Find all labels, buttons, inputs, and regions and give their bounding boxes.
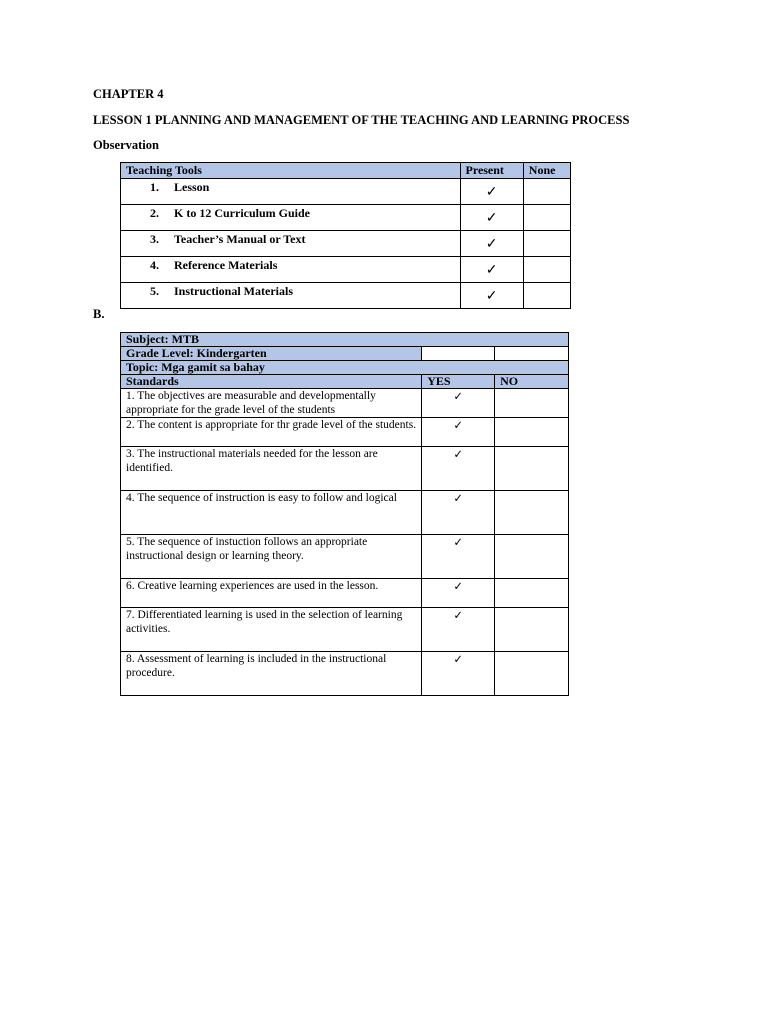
yes-check-icon: ✓ bbox=[422, 579, 495, 608]
present-check-icon: ✓ bbox=[460, 205, 523, 231]
header-none: None bbox=[523, 163, 570, 179]
table-row bbox=[121, 579, 569, 608]
standard-text: 7. Differentiated learning is used in the selection of learning activities. bbox=[121, 608, 422, 652]
standard-text: 5. The sequence of instuction follows an appropriate instructional design or learning theory. bbox=[121, 535, 422, 579]
subject-cell: Subject: MTB bbox=[121, 333, 569, 347]
table-row bbox=[121, 179, 571, 205]
none-cell bbox=[523, 257, 570, 283]
tool-name: Lesson bbox=[174, 180, 210, 194]
none-cell bbox=[523, 179, 570, 205]
no-cell bbox=[495, 535, 569, 579]
none-cell bbox=[523, 205, 570, 231]
grade-level-row bbox=[121, 347, 569, 361]
table-row bbox=[121, 205, 571, 231]
empty-cell bbox=[422, 347, 495, 361]
empty-cell bbox=[495, 347, 569, 361]
tool-name: Reference Materials bbox=[174, 258, 278, 272]
tool-cell bbox=[121, 179, 461, 205]
no-cell bbox=[495, 389, 569, 418]
yes-check-icon: ✓ bbox=[422, 535, 495, 579]
tool-number: 1. bbox=[150, 180, 159, 194]
topic-row bbox=[121, 361, 569, 375]
table-row bbox=[121, 389, 569, 418]
no-cell bbox=[495, 652, 569, 696]
table-row bbox=[121, 231, 571, 257]
tool-name: Instructional Materials bbox=[174, 284, 293, 298]
teaching-tools-header-row bbox=[121, 163, 571, 179]
observation-label: Observation bbox=[93, 138, 159, 152]
present-check-icon: ✓ bbox=[460, 257, 523, 283]
tool-name: Teacher’s Manual or Text bbox=[174, 232, 306, 246]
table-row bbox=[121, 491, 569, 535]
standards-header-row bbox=[121, 375, 569, 389]
standard-text: 6. Creative learning experiences are used in the lesson. bbox=[121, 579, 422, 608]
no-cell bbox=[495, 447, 569, 491]
table-row bbox=[121, 447, 569, 491]
standard-text: 2. The content is appropriate for thr grade level of the students. bbox=[121, 418, 422, 447]
tool-number: 5. bbox=[150, 284, 159, 298]
table-row bbox=[121, 652, 569, 696]
tool-cell bbox=[121, 283, 461, 309]
tool-cell bbox=[121, 205, 461, 231]
standard-text: 4. The sequence of instruction is easy to follow and logical bbox=[121, 491, 422, 535]
yes-check-icon: ✓ bbox=[422, 389, 495, 418]
tool-number: 3. bbox=[150, 232, 159, 246]
no-cell bbox=[495, 579, 569, 608]
no-cell bbox=[495, 418, 569, 447]
subject-row bbox=[121, 333, 569, 347]
table-row bbox=[121, 418, 569, 447]
header-no: NO bbox=[495, 375, 569, 389]
present-check-icon: ✓ bbox=[460, 231, 523, 257]
grade-level-cell: Grade Level: Kindergarten bbox=[121, 347, 422, 361]
teaching-tools-table bbox=[120, 162, 571, 309]
present-check-icon: ✓ bbox=[460, 179, 523, 205]
none-cell bbox=[523, 231, 570, 257]
yes-check-icon: ✓ bbox=[422, 652, 495, 696]
no-cell bbox=[495, 608, 569, 652]
tool-cell bbox=[121, 231, 461, 257]
header-standards: Standards bbox=[121, 375, 422, 389]
tool-name: K to 12 Curriculum Guide bbox=[174, 206, 311, 220]
chapter-heading: CHAPTER 4 bbox=[93, 87, 164, 101]
none-cell bbox=[523, 283, 570, 309]
lesson-title: LESSON 1 PLANNING AND MANAGEMENT OF THE TEACHING AND LEARNING PROCESS bbox=[93, 113, 630, 127]
yes-check-icon: ✓ bbox=[422, 491, 495, 535]
yes-check-icon: ✓ bbox=[422, 608, 495, 652]
present-check-icon: ✓ bbox=[460, 283, 523, 309]
standard-text: 1. The objectives are measurable and developmentally appropriate for the grade level of the students bbox=[121, 389, 422, 418]
header-teaching-tools: Teaching Tools bbox=[121, 163, 461, 179]
tool-number: 4. bbox=[150, 258, 159, 272]
standard-text: 3. The instructional materials needed for the lesson are identified. bbox=[121, 447, 422, 491]
tool-number: 2. bbox=[150, 206, 159, 220]
yes-check-icon: ✓ bbox=[422, 447, 495, 491]
table-row bbox=[121, 535, 569, 579]
table-row bbox=[121, 283, 571, 309]
tool-cell bbox=[121, 257, 461, 283]
header-yes: YES bbox=[422, 375, 495, 389]
table-row bbox=[121, 608, 569, 652]
standards-table bbox=[120, 332, 569, 696]
section-b-label: B. bbox=[93, 307, 105, 321]
no-cell bbox=[495, 491, 569, 535]
header-present: Present bbox=[460, 163, 523, 179]
table-row bbox=[121, 257, 571, 283]
topic-cell: Topic: Mga gamit sa bahay bbox=[121, 361, 569, 375]
standard-text: 8. Assessment of learning is included in the instructional procedure. bbox=[121, 652, 422, 696]
yes-check-icon: ✓ bbox=[422, 418, 495, 447]
